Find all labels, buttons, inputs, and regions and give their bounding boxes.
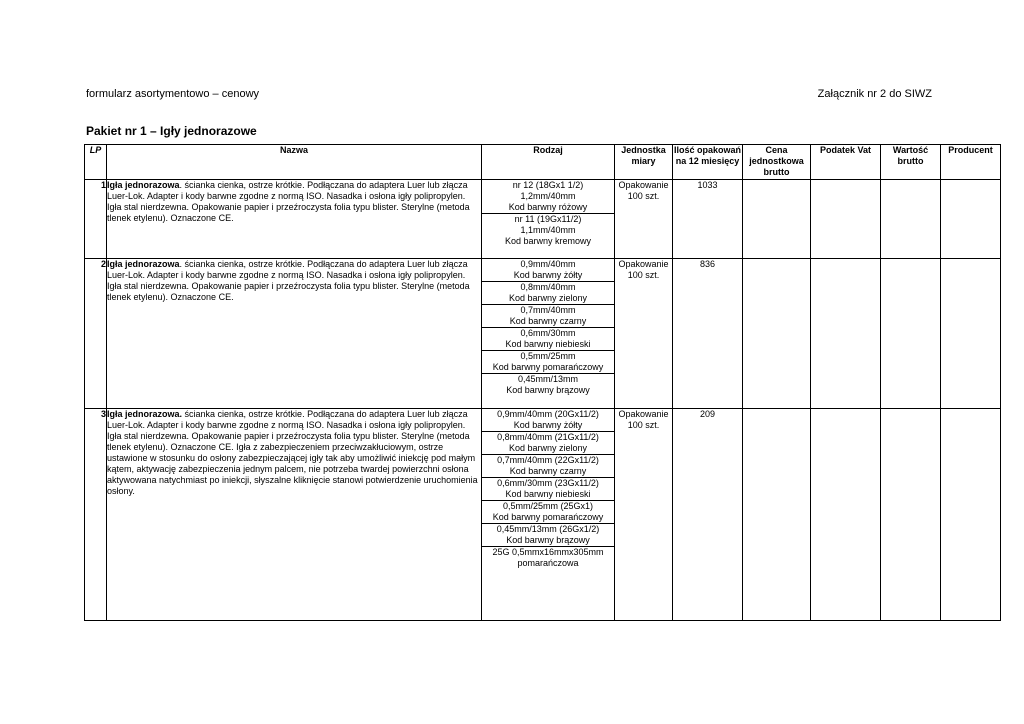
row-rodzaj bbox=[482, 180, 615, 259]
assortment-table bbox=[84, 144, 1001, 621]
table-row bbox=[85, 259, 1001, 409]
rodzaj-line: Kod barwny różowy bbox=[508, 202, 588, 212]
table-row bbox=[85, 409, 1001, 621]
rodzaj-variant bbox=[482, 305, 614, 328]
row-podatek bbox=[811, 409, 881, 621]
package-title: Pakiet nr 1 – Igły jednorazowe bbox=[86, 124, 257, 138]
col-header-wartosc: Wartość brutto bbox=[881, 145, 941, 180]
rodzaj-line: 25G 0,5mmx16mmx305mm bbox=[492, 547, 604, 557]
row-cena bbox=[743, 409, 811, 621]
rodzaj-line: 0,45mm/13mm bbox=[517, 374, 579, 384]
col-header-producent: Producent bbox=[941, 145, 1001, 180]
rodzaj-line: Kod barwny czarny bbox=[509, 466, 587, 476]
rodzaj-variant bbox=[482, 328, 614, 351]
row-ilosc: 1033 bbox=[673, 180, 743, 259]
row-name-description: . ścianka cienka, ostrze krótkie. Podłączana do adaptera Luer lub złącza Luer-Lok. Adapter i kody barwne zgodne z normą ISO. Nasadka i osłona igły polipropylen. Igła stal nierdzewna. Opakowanie papier i przeźroczysta folia typu blister. Sterylne (metoda tlenek etylenu). Oznaczone CE. bbox=[107, 259, 470, 302]
rodzaj-line: Kod barwny żółty bbox=[513, 270, 583, 280]
rodzaj-line: 0,9mm/40mm bbox=[520, 259, 576, 269]
form-title: formularz asortymentowo – cenowy bbox=[86, 88, 260, 100]
row-podatek bbox=[811, 259, 881, 409]
rodzaj-variant bbox=[482, 259, 614, 282]
rodzaj-line: pomarańczowa bbox=[517, 558, 579, 568]
rodzaj-line: 1,1mm/40mm bbox=[520, 225, 576, 235]
rodzaj-line: Kod barwny czarny bbox=[509, 316, 587, 326]
rodzaj-line: nr 12 (18Gx1 1/2) bbox=[512, 180, 584, 190]
rodzaj-line: Kod barwny pomarańczowy bbox=[492, 512, 604, 522]
rodzaj-line: 0,6mm/30mm (23Gx11/2) bbox=[497, 478, 599, 488]
col-header-ilosc: Ilość opakowań na 12 miesięcy bbox=[673, 145, 743, 180]
row-cena bbox=[743, 180, 811, 259]
row-name bbox=[107, 259, 482, 409]
row-name-bold: Igła jednorazowa bbox=[107, 180, 180, 190]
table-row bbox=[85, 180, 1001, 259]
rodzaj-line: 0,8mm/40mm (21Gx11/2) bbox=[497, 432, 599, 442]
col-header-rodzaj: Rodzaj bbox=[482, 145, 615, 180]
col-header-cena: Cena jednostkowa brutto bbox=[743, 145, 811, 180]
rodzaj-line: 0,5mm/25mm bbox=[520, 351, 576, 361]
row-name bbox=[107, 180, 482, 259]
row-producent bbox=[941, 259, 1001, 409]
rodzaj-line: 0,7mm/40mm (22Gx11/2) bbox=[497, 455, 599, 465]
row-jednostka: Opakowanie 100 szt. bbox=[615, 259, 673, 409]
row-jednostka: Opakowanie 100 szt. bbox=[615, 180, 673, 259]
rodzaj-line: Kod barwny niebieski bbox=[505, 489, 591, 499]
rodzaj-line: Kod barwny żółty bbox=[513, 420, 583, 430]
rodzaj-line: 0,7mm/40mm bbox=[520, 305, 576, 315]
row-name-description: . ścianka cienka, ostrze krótkie. Podłączana do adaptera Luer lub złącza Luer-Lok. Adapter i kody barwne zgodne z normą ISO. Nasadka i osłona igły polipropylen. Igła stal nierdzewna. Opakowanie papier i przeźroczysta folia typu blister. Sterylne (metoda tlenek etylenu). Oznaczone CE. bbox=[107, 180, 470, 223]
rodzaj-variant bbox=[482, 432, 614, 455]
col-header-lp: LP bbox=[85, 145, 107, 180]
row-name-description: ścianka cienka, ostrze krótkie. Podłączana do adaptera Luer lub złącza Luer-Lok. Adapter i kody barwne zgodne z normą ISO. Nasadka i osłona igły polipropylen. Igła stal nierdzewna. Opakowanie papier i przeźroczysta folia typu blister. Sterylne (metoda tlenek etylenu). Oznaczone CE. Igła z zabezpieczeniem przeciwzakłuciowym, ostrze ustawione w stosunku do osłony zabezpieczającej igły tak aby umożliwić iniekcję pod małym kątem, aktywację zabezpieczenia jednym palcem, nie potrzeba twardej powierzchni osłona aktywowana natychmiast po iniekcji, słyszalne kliknięcie stanowi potwierdzenie uruchomienia osłony. bbox=[107, 409, 478, 496]
rodzaj-variant bbox=[482, 524, 614, 547]
row-ilosc: 836 bbox=[673, 259, 743, 409]
row-name bbox=[107, 409, 482, 621]
rodzaj-variant bbox=[482, 214, 614, 247]
row-name-bold: Igła jednorazowa. bbox=[107, 409, 183, 419]
rodzaj-line: 1,2mm/40mm bbox=[520, 191, 576, 201]
rodzaj-line: 0,6mm/30mm bbox=[520, 328, 576, 338]
row-cena bbox=[743, 259, 811, 409]
rodzaj-line: 0,5mm/25mm (25Gx1) bbox=[502, 501, 594, 511]
row-producent bbox=[941, 180, 1001, 259]
row-lp: 3 bbox=[85, 409, 107, 621]
row-name-bold: Igła jednorazowa bbox=[107, 259, 180, 269]
row-lp: 1 bbox=[85, 180, 107, 259]
rodzaj-line: Kod barwny zielony bbox=[508, 293, 588, 303]
row-rodzaj bbox=[482, 259, 615, 409]
rodzaj-variant bbox=[482, 455, 614, 478]
rodzaj-variant bbox=[482, 351, 614, 374]
rodzaj-line: Kod barwny brązowy bbox=[506, 385, 590, 395]
rodzaj-line: Kod barwny niebieski bbox=[505, 339, 591, 349]
rodzaj-variant bbox=[482, 374, 614, 396]
col-header-podatek: Podatek Vat bbox=[811, 145, 881, 180]
rodzaj-line: nr 11 (19Gx11/2) bbox=[514, 214, 582, 224]
row-rodzaj bbox=[482, 409, 615, 621]
rodzaj-variant bbox=[482, 501, 614, 524]
rodzaj-variant bbox=[482, 547, 614, 569]
rodzaj-line: Kod barwny zielony bbox=[508, 443, 588, 453]
annex-label: Załącznik nr 2 do SIWZ bbox=[817, 88, 932, 100]
rodzaj-variant bbox=[482, 282, 614, 305]
row-lp: 2 bbox=[85, 259, 107, 409]
row-wartosc bbox=[881, 409, 941, 621]
col-header-nazwa: Nazwa bbox=[107, 145, 482, 180]
rodzaj-variant bbox=[482, 180, 614, 214]
rodzaj-line: Kod barwny kremowy bbox=[504, 236, 592, 246]
row-jednostka: Opakowanie 100 szt. bbox=[615, 409, 673, 621]
row-wartosc bbox=[881, 259, 941, 409]
row-wartosc bbox=[881, 180, 941, 259]
rodzaj-line: 0,45mm/13mm (26Gx1/2) bbox=[496, 524, 600, 534]
rodzaj-line: Kod barwny brązowy bbox=[506, 535, 590, 545]
row-podatek bbox=[811, 180, 881, 259]
rodzaj-variant bbox=[482, 478, 614, 501]
rodzaj-line: 0,8mm/40mm bbox=[520, 282, 576, 292]
col-header-jednostka: Jednostka miary bbox=[615, 145, 673, 180]
rodzaj-line: 0,9mm/40mm (20Gx11/2) bbox=[497, 409, 599, 419]
row-ilosc: 209 bbox=[673, 409, 743, 621]
rodzaj-line: Kod barwny pomarańczowy bbox=[492, 362, 604, 372]
row-producent bbox=[941, 409, 1001, 621]
rodzaj-variant bbox=[482, 409, 614, 432]
